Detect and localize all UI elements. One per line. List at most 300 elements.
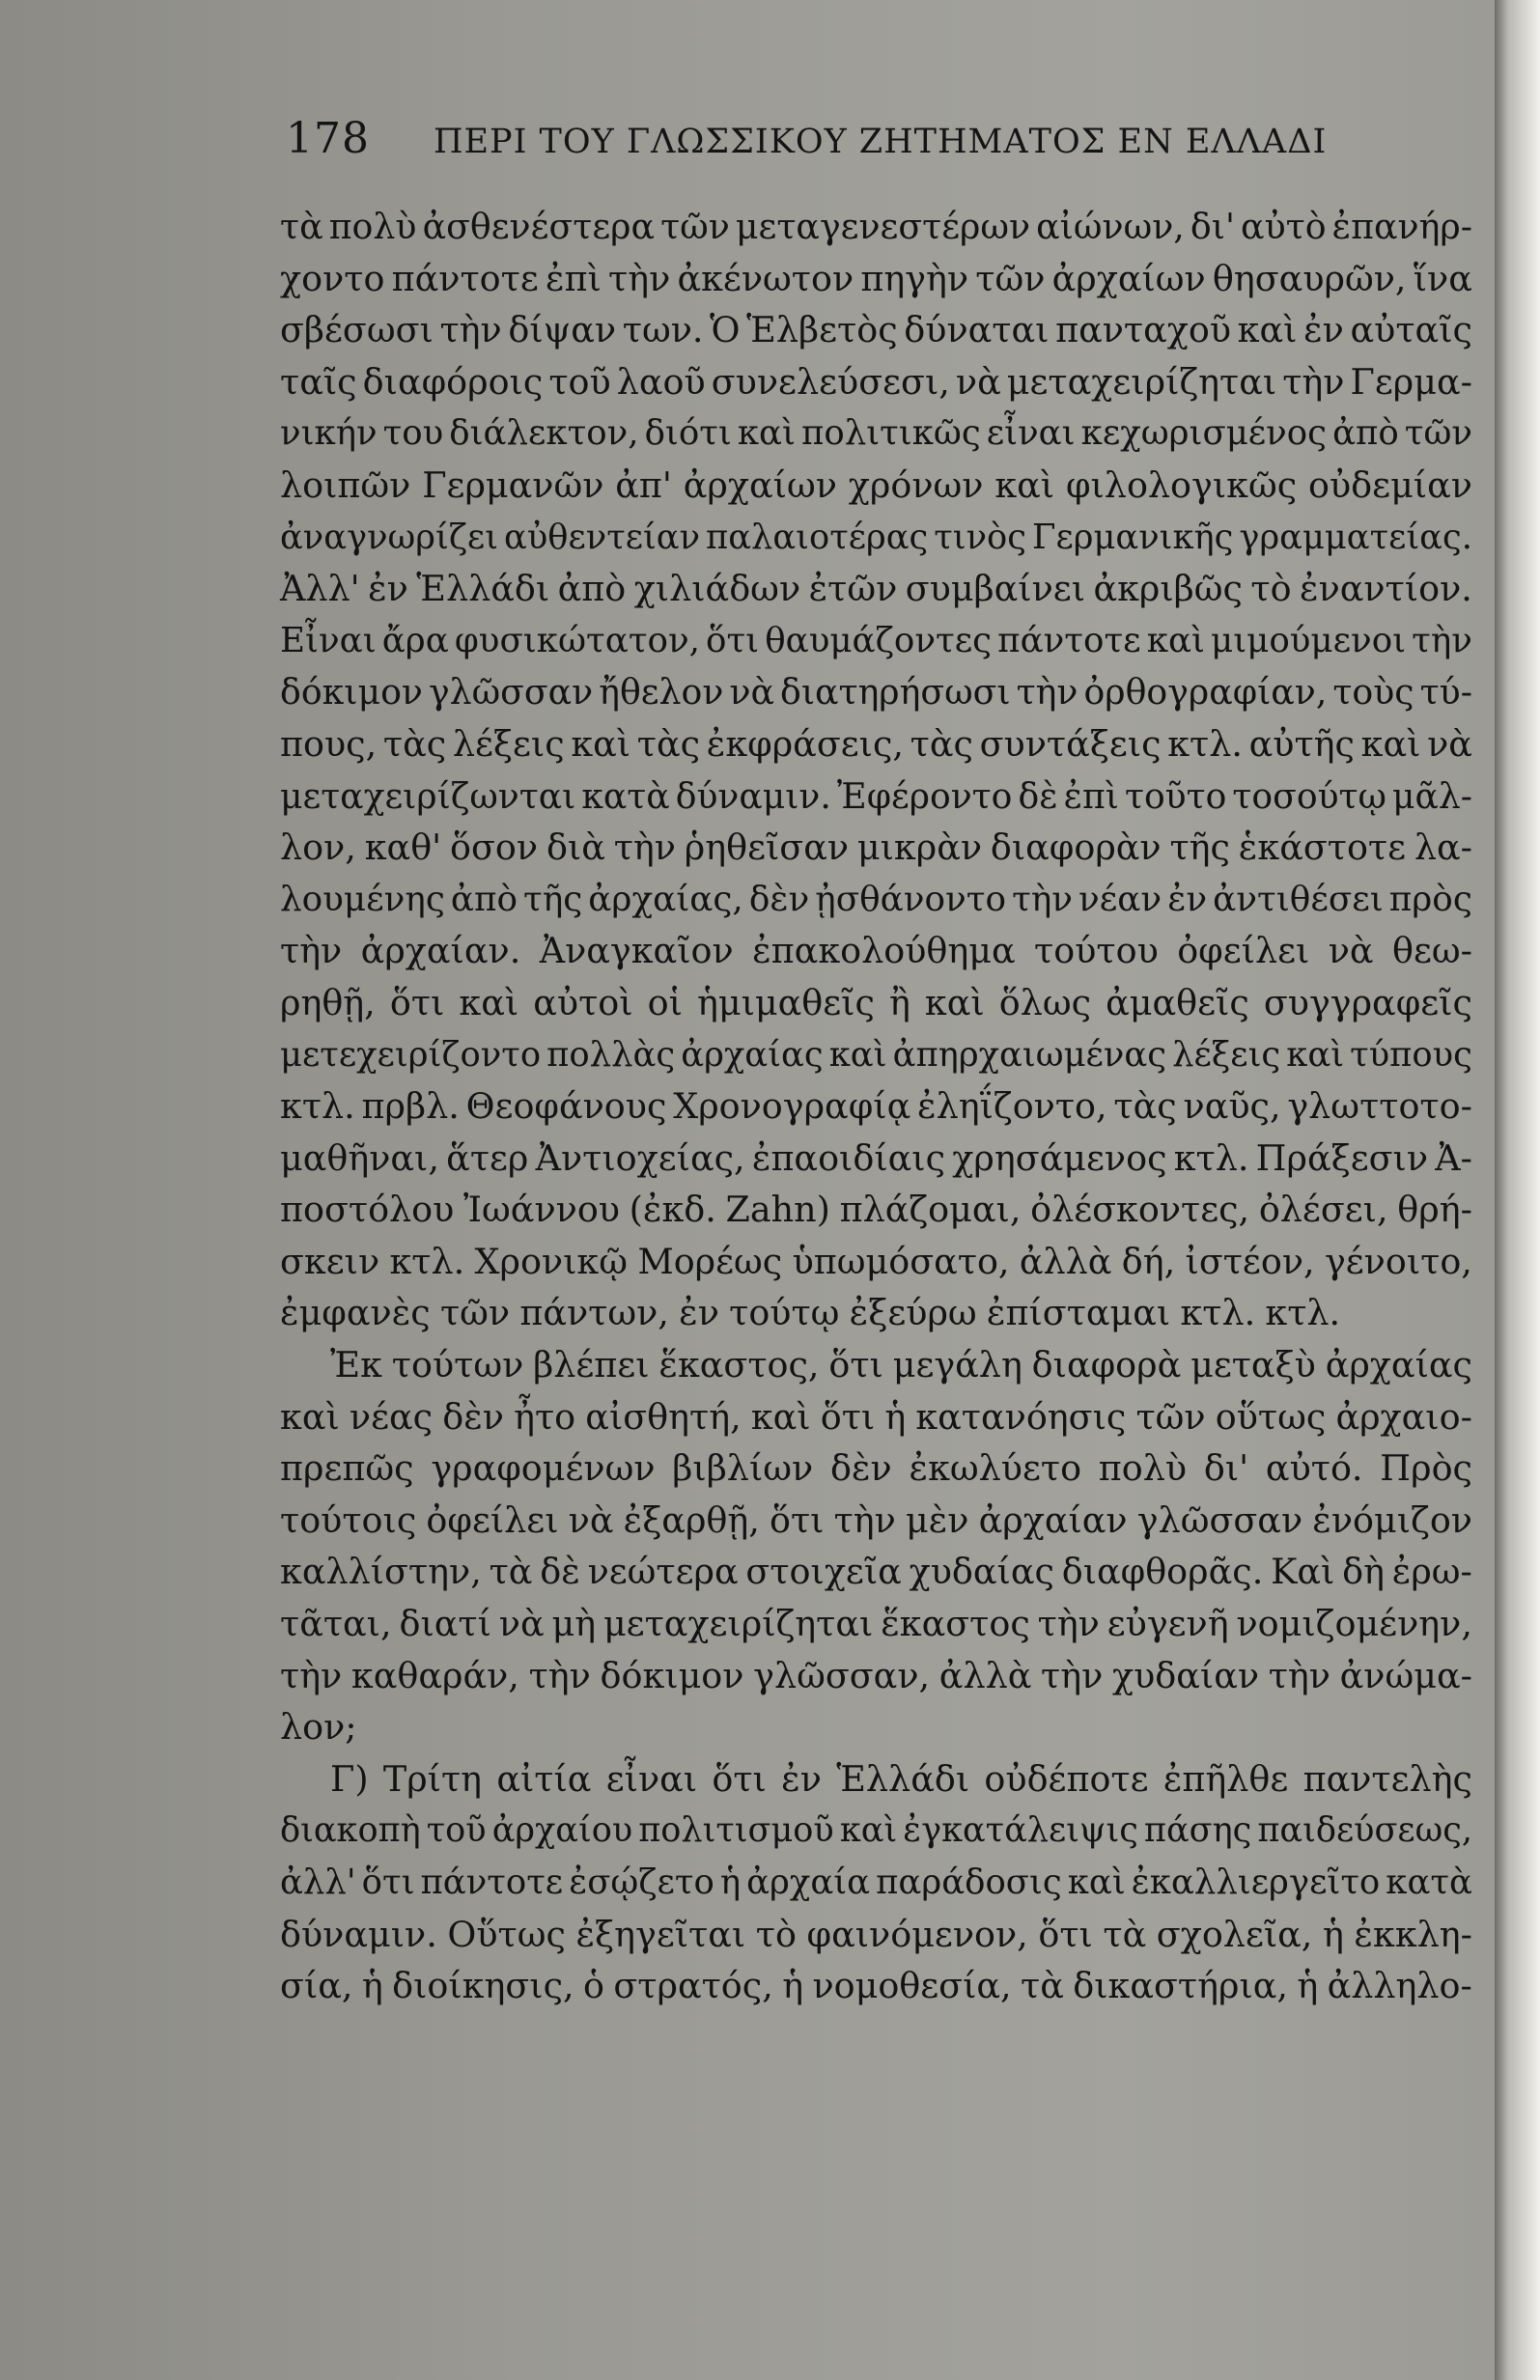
text-line (280, 1650, 1472, 1702)
word: ἀρχαιο- (1335, 1395, 1472, 1438)
word: πηγὴν (860, 257, 969, 299)
word: μᾶλ- (1392, 774, 1472, 817)
word: ἐμφανὲς (280, 1292, 431, 1334)
word: τὴν (280, 930, 343, 972)
word: βλέπει (533, 1344, 650, 1386)
word: ὀφείλει (426, 1498, 559, 1541)
word: δή, (1121, 1240, 1176, 1282)
word: ἤθελον (599, 671, 724, 714)
word: διαφόροις (362, 360, 544, 403)
word: Ἑλλάδι (416, 568, 550, 610)
word: ἀπὸ (557, 568, 627, 610)
word: ἀρχαίαν (978, 1498, 1128, 1541)
word: ἰστέον, (1185, 1240, 1315, 1282)
word: γραμματείας. (1239, 517, 1472, 557)
word: ἐπαοιδίαις (751, 1136, 946, 1179)
word: ναῦς, (1183, 1085, 1281, 1128)
word: τῶν (975, 257, 1046, 299)
word: δίψαν (508, 309, 617, 351)
word: δύναμιν. (675, 774, 831, 817)
word: ἀλληλο- (1327, 1965, 1472, 2007)
word: Πράξεσιν (1255, 1136, 1429, 1179)
word: συγγραφεῖς (1263, 981, 1472, 1023)
text-line (280, 1495, 1472, 1547)
word: τύπους (1350, 1034, 1472, 1075)
word: ἐπὶ (1063, 774, 1119, 817)
word: καὶ (1286, 1034, 1345, 1075)
word: τούτου (1034, 930, 1159, 972)
word: τὴν (1037, 1603, 1100, 1645)
word: χρησάμενος (952, 1136, 1167, 1179)
word: ἵνα (1413, 257, 1472, 299)
word: Γ) (330, 1757, 369, 1800)
word: διακοπὴ (280, 1810, 421, 1851)
word: ἡμιμαθεῖς (696, 981, 875, 1023)
word: ἀπὸ (450, 879, 518, 919)
word: θεω- (1391, 930, 1472, 972)
word: φαινόμενον, (806, 1913, 1028, 1955)
text-line (280, 1909, 1472, 1961)
word: τῶν (1404, 413, 1472, 454)
word: τούτων (391, 1344, 524, 1386)
word: Ἀ- (1435, 1136, 1472, 1179)
word: Οὕτως (447, 1913, 566, 1955)
text-line (280, 460, 1472, 512)
word: μιμούμενοι (1211, 620, 1407, 660)
word: τὸ (755, 1913, 797, 1955)
word: συνελεύσεσι, (711, 360, 950, 403)
word: τοῦτο (1124, 774, 1227, 817)
word: Ἀλλ' (280, 568, 360, 610)
word: αἰτία (496, 1757, 592, 1800)
word: τινὸς (934, 517, 1026, 557)
word: πολὺ (1098, 1447, 1188, 1490)
text-line (280, 563, 1472, 615)
word: αὐτοὶ (533, 981, 633, 1023)
word: ἀλλὰ (938, 1654, 1032, 1696)
word: ἐν (368, 568, 408, 610)
word: ἐκωλύετο (909, 1447, 1082, 1490)
word: ἐν (679, 1292, 719, 1334)
word: ὀλέσει, (1258, 1189, 1388, 1231)
body-text (280, 201, 1472, 2012)
word: καὶ (737, 413, 796, 454)
word: νομοθεσία, (812, 1965, 1012, 2007)
word: μεταχειρίζηται (602, 1603, 874, 1645)
word: πους, (280, 722, 378, 765)
text-line (280, 1960, 1472, 2012)
word: λαοῦ (616, 360, 706, 403)
word: ἀρχαίας (681, 1034, 824, 1075)
word: Ἀντιοχείας, (535, 1136, 745, 1179)
word: χιλιάδων (633, 568, 801, 610)
word: νὰ (955, 360, 1001, 403)
word: Ἑλλάδι (836, 1757, 970, 1800)
word: του (382, 413, 444, 454)
word: δικαστήρια, (1073, 1965, 1289, 2007)
word: αὐταῖς (1350, 309, 1472, 351)
word: δὲ (540, 1551, 580, 1593)
word: καθ' (364, 826, 442, 869)
word: μεταχειρίζηται (1006, 360, 1277, 403)
word: οἱ (647, 981, 683, 1023)
word: ἀρχαίου (491, 1810, 633, 1851)
word: δύναται (904, 309, 1050, 351)
word: φιλολογικῶς (1065, 463, 1298, 506)
word: λα- (1414, 826, 1472, 869)
word: ἐκαλλιεργεῖτο (1131, 1862, 1381, 1902)
word: ἐπῆλθε (1162, 1757, 1289, 1800)
word: καὶ (994, 463, 1055, 506)
word: διαφορὰν (990, 826, 1162, 869)
word: τὴν (1012, 879, 1074, 919)
word: Εἶναι (280, 620, 377, 660)
word: ἀκριβῶς (1093, 568, 1243, 610)
word: ἀρχαίων (1051, 257, 1206, 299)
text-line (280, 925, 1472, 977)
word: ἐν (781, 1757, 822, 1800)
word: ἐνόμιζον (1312, 1498, 1472, 1541)
word: τᾶται, (280, 1603, 392, 1645)
text-line (280, 1701, 1472, 1753)
word: Χρονογραφίᾳ (673, 1085, 911, 1128)
word: πάσης (1143, 1810, 1252, 1851)
word: τῶν (1135, 1395, 1206, 1438)
word: καθαράν, (350, 1654, 519, 1696)
word: ἀπηρχαιωμένας (892, 1034, 1167, 1075)
word: τὴν (1016, 671, 1078, 714)
word: διὰ (546, 826, 605, 869)
word: τούτοις (280, 1498, 417, 1541)
running-title: ΠΕΡΙ ΤΟΥ ΓΛΩΣΣΙΚΟΥ ΖΗΤΗΜΑΤΟΣ ΕΝ ΕΛΛΑΔΙ (433, 123, 1328, 161)
word: κτλ. (280, 1085, 355, 1128)
word: μὴ (551, 1603, 597, 1645)
word: ἐξεύρω (849, 1292, 977, 1334)
word: ὅσον (450, 826, 539, 869)
word: μεταχειρίζωνται (280, 774, 576, 817)
text-line (280, 356, 1472, 408)
word: ἐληΐζοντο, (917, 1085, 1107, 1128)
word: ἀρχαίας, (588, 879, 743, 919)
word: ἀρχαίων (683, 463, 837, 506)
text-line (280, 1287, 1472, 1339)
word: τὰς (382, 722, 447, 765)
word: καὶ (839, 1810, 898, 1851)
word: θαυμάζοντες (765, 620, 993, 660)
word: ἀντιθέσει (1213, 879, 1384, 919)
word: αὐτῆς (1248, 722, 1355, 765)
word: χοντο (280, 257, 385, 299)
word: τῶν (660, 206, 730, 247)
word: ἐκφράσεις, (706, 722, 904, 765)
word: ὅτι (820, 1395, 876, 1438)
word: Zahn) (725, 1189, 830, 1231)
word: ὅλως (998, 981, 1092, 1023)
word: ὅτι (361, 1862, 415, 1902)
word: νεώτερα (587, 1551, 739, 1593)
word: παιδεύσεως, (1257, 1810, 1472, 1851)
word: πολιτισμοῦ (638, 1810, 834, 1851)
word: πάντων, (519, 1292, 669, 1334)
word: γραφομένων (431, 1447, 656, 1490)
word: λοιπῶν (280, 463, 411, 506)
word: κατανόησις (915, 1395, 1127, 1438)
word: τῶν (439, 1292, 511, 1334)
word: ἡ (884, 1395, 907, 1438)
word: τὴν (280, 1654, 343, 1696)
text-line (280, 822, 1472, 874)
word: Γερμα- (1350, 360, 1472, 403)
word: ἀμαθεῖς (1106, 981, 1249, 1023)
text-line (280, 1184, 1472, 1236)
word: πάντοτε (997, 620, 1141, 660)
word: νικήν (280, 413, 378, 454)
word: οὕτως (1215, 1395, 1327, 1438)
text-line (280, 1029, 1472, 1081)
word: ταῖς (280, 360, 357, 403)
word: ὅτι (769, 1498, 825, 1541)
word: ἀσθενέστερα (422, 206, 656, 247)
word: παντελὴς (1302, 1757, 1472, 1800)
text-line (280, 666, 1472, 718)
word: ἡ (782, 1965, 804, 2007)
word: κτλ. (1173, 1136, 1249, 1179)
text-line (280, 1857, 1472, 1909)
word: διότι (644, 413, 732, 454)
word: διαφορὰ (1031, 1344, 1182, 1386)
word: ἀπὸ (1332, 413, 1399, 454)
word: τὰς (636, 722, 701, 765)
word: καὶ (1237, 309, 1298, 351)
word: εἶναι (605, 1757, 698, 1800)
word: τὴν (1412, 620, 1472, 660)
word: συντάξεις (979, 722, 1162, 765)
word: τὴν (1268, 1654, 1330, 1696)
word: μὲν (905, 1498, 969, 1541)
page-number: 178 (286, 114, 370, 163)
word: ἐπὶ (545, 257, 602, 299)
word: γένοιτο, (1324, 1240, 1472, 1282)
word: ἀναγνωρίζει (280, 517, 499, 557)
word: Πρὸς (1380, 1447, 1472, 1490)
word: ὀφείλει (1177, 930, 1310, 972)
word: ἐπίσταμαι (986, 1292, 1171, 1334)
word: λέξεις (452, 722, 565, 765)
word: δι' (1203, 1447, 1249, 1490)
text-line (280, 770, 1472, 823)
text-line (280, 201, 1472, 253)
word: εὐγενῆ (1106, 1603, 1229, 1645)
word: ἐσῴζετο (569, 1862, 714, 1902)
word: τὰ (489, 1551, 533, 1593)
word: στρατός, (613, 1965, 773, 2007)
word: καὶ (1360, 722, 1421, 765)
word: ἑκάστοτε (1238, 826, 1407, 869)
page-edge (1495, 0, 1540, 2380)
word: σκειν (280, 1240, 380, 1282)
word: ποστόλου (280, 1189, 455, 1231)
word: ἅτερ (446, 1136, 529, 1179)
word: τῆς (1169, 826, 1230, 869)
word: τοσούτῳ (1232, 774, 1386, 817)
word: Θεοφάνους (465, 1085, 667, 1128)
word: ἐν (1167, 879, 1208, 919)
word: χυδαίαν (1111, 1654, 1260, 1696)
word: νὰ (568, 1498, 614, 1541)
word: Χρονικῷ (474, 1240, 629, 1282)
text-line (280, 615, 1472, 667)
word: Γερμανῶν (422, 463, 604, 506)
word: ὅτι (828, 1344, 883, 1386)
word: σβέσωσι (280, 309, 434, 351)
word: δόκιμον (280, 671, 423, 714)
word: τὰς (910, 722, 973, 765)
word: ἐν (1303, 309, 1344, 351)
word: πάντοτε (391, 257, 539, 299)
word: παράδοσις (876, 1862, 1062, 1902)
text-line (280, 1753, 1472, 1806)
word: ὁ (583, 1965, 604, 2007)
word: ἀρχαίαν. (360, 930, 521, 972)
word: πλάζομαι, (839, 1189, 1022, 1231)
word: τὴν (608, 257, 671, 299)
text-line (280, 1598, 1472, 1650)
word: ὀρθογραφίαν, (1083, 671, 1328, 714)
word: τὴν (528, 1654, 591, 1696)
word: δύναμιν. (280, 1913, 437, 1955)
word: Τρίτη (382, 1757, 483, 1800)
word: δὲν (748, 879, 810, 919)
word: κτλ. (389, 1240, 465, 1282)
word: τοῦ (426, 1810, 487, 1851)
word: τύ- (1419, 671, 1472, 714)
word: δὲν (442, 1395, 504, 1438)
word: φυσικώτατον, (454, 620, 700, 660)
word: χρόνων (848, 463, 984, 506)
word: ἐρω- (1391, 1551, 1472, 1593)
word: λουμένης (280, 879, 445, 919)
word: Μορέως (637, 1240, 783, 1282)
text-line (280, 718, 1472, 770)
word: διατί (399, 1603, 491, 1645)
word: Ἰωάννου (463, 1189, 620, 1231)
word: τὰς (1113, 1085, 1177, 1128)
text-line (280, 1805, 1472, 1857)
word: πρὸς (1388, 879, 1472, 919)
word: εἶναι (986, 413, 1076, 454)
word: καὶ (750, 1395, 811, 1438)
word: συμβαίνει (905, 568, 1086, 610)
word: σία, (280, 1965, 353, 2007)
word: καὶ (459, 981, 519, 1023)
page-header (286, 114, 1329, 163)
word: πάντοτε (420, 1862, 564, 1902)
text-line (280, 1080, 1472, 1133)
word: οὐδεμίαν (1308, 463, 1472, 506)
word: ἐγκατάλειψις (903, 1810, 1138, 1851)
word: πρεπῶς (280, 1447, 414, 1490)
text-line (280, 977, 1472, 1029)
word: τὴν (833, 1498, 896, 1541)
word: ἀρχαία (746, 1862, 871, 1902)
word: κατὰ (1386, 1862, 1472, 1902)
text-line (280, 1133, 1472, 1185)
word: ἐναντίον. (1300, 568, 1472, 610)
word: τὸ (1250, 568, 1292, 610)
word: αὐτὸ (1241, 206, 1327, 247)
word: παλαιοτέρας (706, 517, 929, 557)
word: στοιχεῖα (745, 1551, 902, 1593)
word: δόκιμον (600, 1654, 744, 1696)
word: ἐτῶν (808, 568, 898, 610)
word: μεταγενεστέρων (735, 206, 1031, 247)
word: Ἐκ (330, 1344, 382, 1386)
word: σχολεῖα, (1156, 1913, 1313, 1955)
word: Γερμανικῆς (1032, 517, 1234, 557)
word: τούτῳ (729, 1292, 840, 1334)
word: ἐπακολούθημα (752, 930, 1016, 972)
word: πολὺ (328, 206, 417, 247)
word: πρβλ. (361, 1085, 460, 1128)
word: Ὁ (710, 309, 741, 351)
word: ἐπανήρ- (1331, 206, 1472, 247)
text-line (280, 253, 1472, 305)
word: καὶ (924, 981, 985, 1023)
word: ἀλλὰ (1019, 1240, 1112, 1282)
word: λέξεις (1172, 1034, 1281, 1075)
word: ὀλέσκοντες, (1030, 1189, 1250, 1231)
word: ἐξαρθῇ, (623, 1498, 760, 1541)
text-line (280, 1546, 1472, 1598)
word: καὶ (1146, 620, 1205, 660)
word: τῆς (523, 879, 583, 919)
word: ἀρχαίας (1325, 1344, 1472, 1386)
word: τοῦ (548, 360, 611, 403)
word: ἐξηγεῖται (575, 1913, 746, 1955)
word: τὰ (280, 206, 323, 247)
word: γλῶσσαν (1136, 1498, 1303, 1541)
word: γλωττοτο- (1287, 1085, 1472, 1128)
word: δὲ (1018, 774, 1058, 817)
word: τὴν (613, 826, 676, 869)
word: κτλ. (1180, 1292, 1256, 1334)
word: νέαν (1078, 879, 1162, 919)
word: δὲν (829, 1447, 892, 1490)
word: ρηθῇ, (280, 981, 376, 1023)
text-line (280, 1442, 1472, 1495)
word: Καὶ (1271, 1551, 1335, 1593)
text-line (280, 1391, 1472, 1443)
word: ὅτι (389, 981, 445, 1023)
word: τὴν (439, 309, 502, 351)
word: ἕκαστος (881, 1603, 1030, 1645)
word: χυδαίας (909, 1551, 1054, 1593)
word: ἀκένωτον (677, 257, 854, 299)
word: καλλίστην, (280, 1551, 482, 1593)
word: ἡ (719, 1862, 742, 1902)
word: οὐδέποτε (984, 1757, 1149, 1800)
word: λον, (280, 826, 356, 869)
word: ὑπωμόσατο, (792, 1240, 1010, 1282)
word: νὰ (498, 1603, 545, 1645)
text-line (280, 407, 1472, 460)
word: ἄρα (381, 620, 449, 660)
word: καὶ (1067, 1862, 1126, 1902)
word: ἡ (1322, 1913, 1344, 1955)
word: τὰ (1021, 1965, 1064, 2007)
word: κτλ. (1265, 1292, 1341, 1334)
word: νὰ (1328, 930, 1374, 972)
